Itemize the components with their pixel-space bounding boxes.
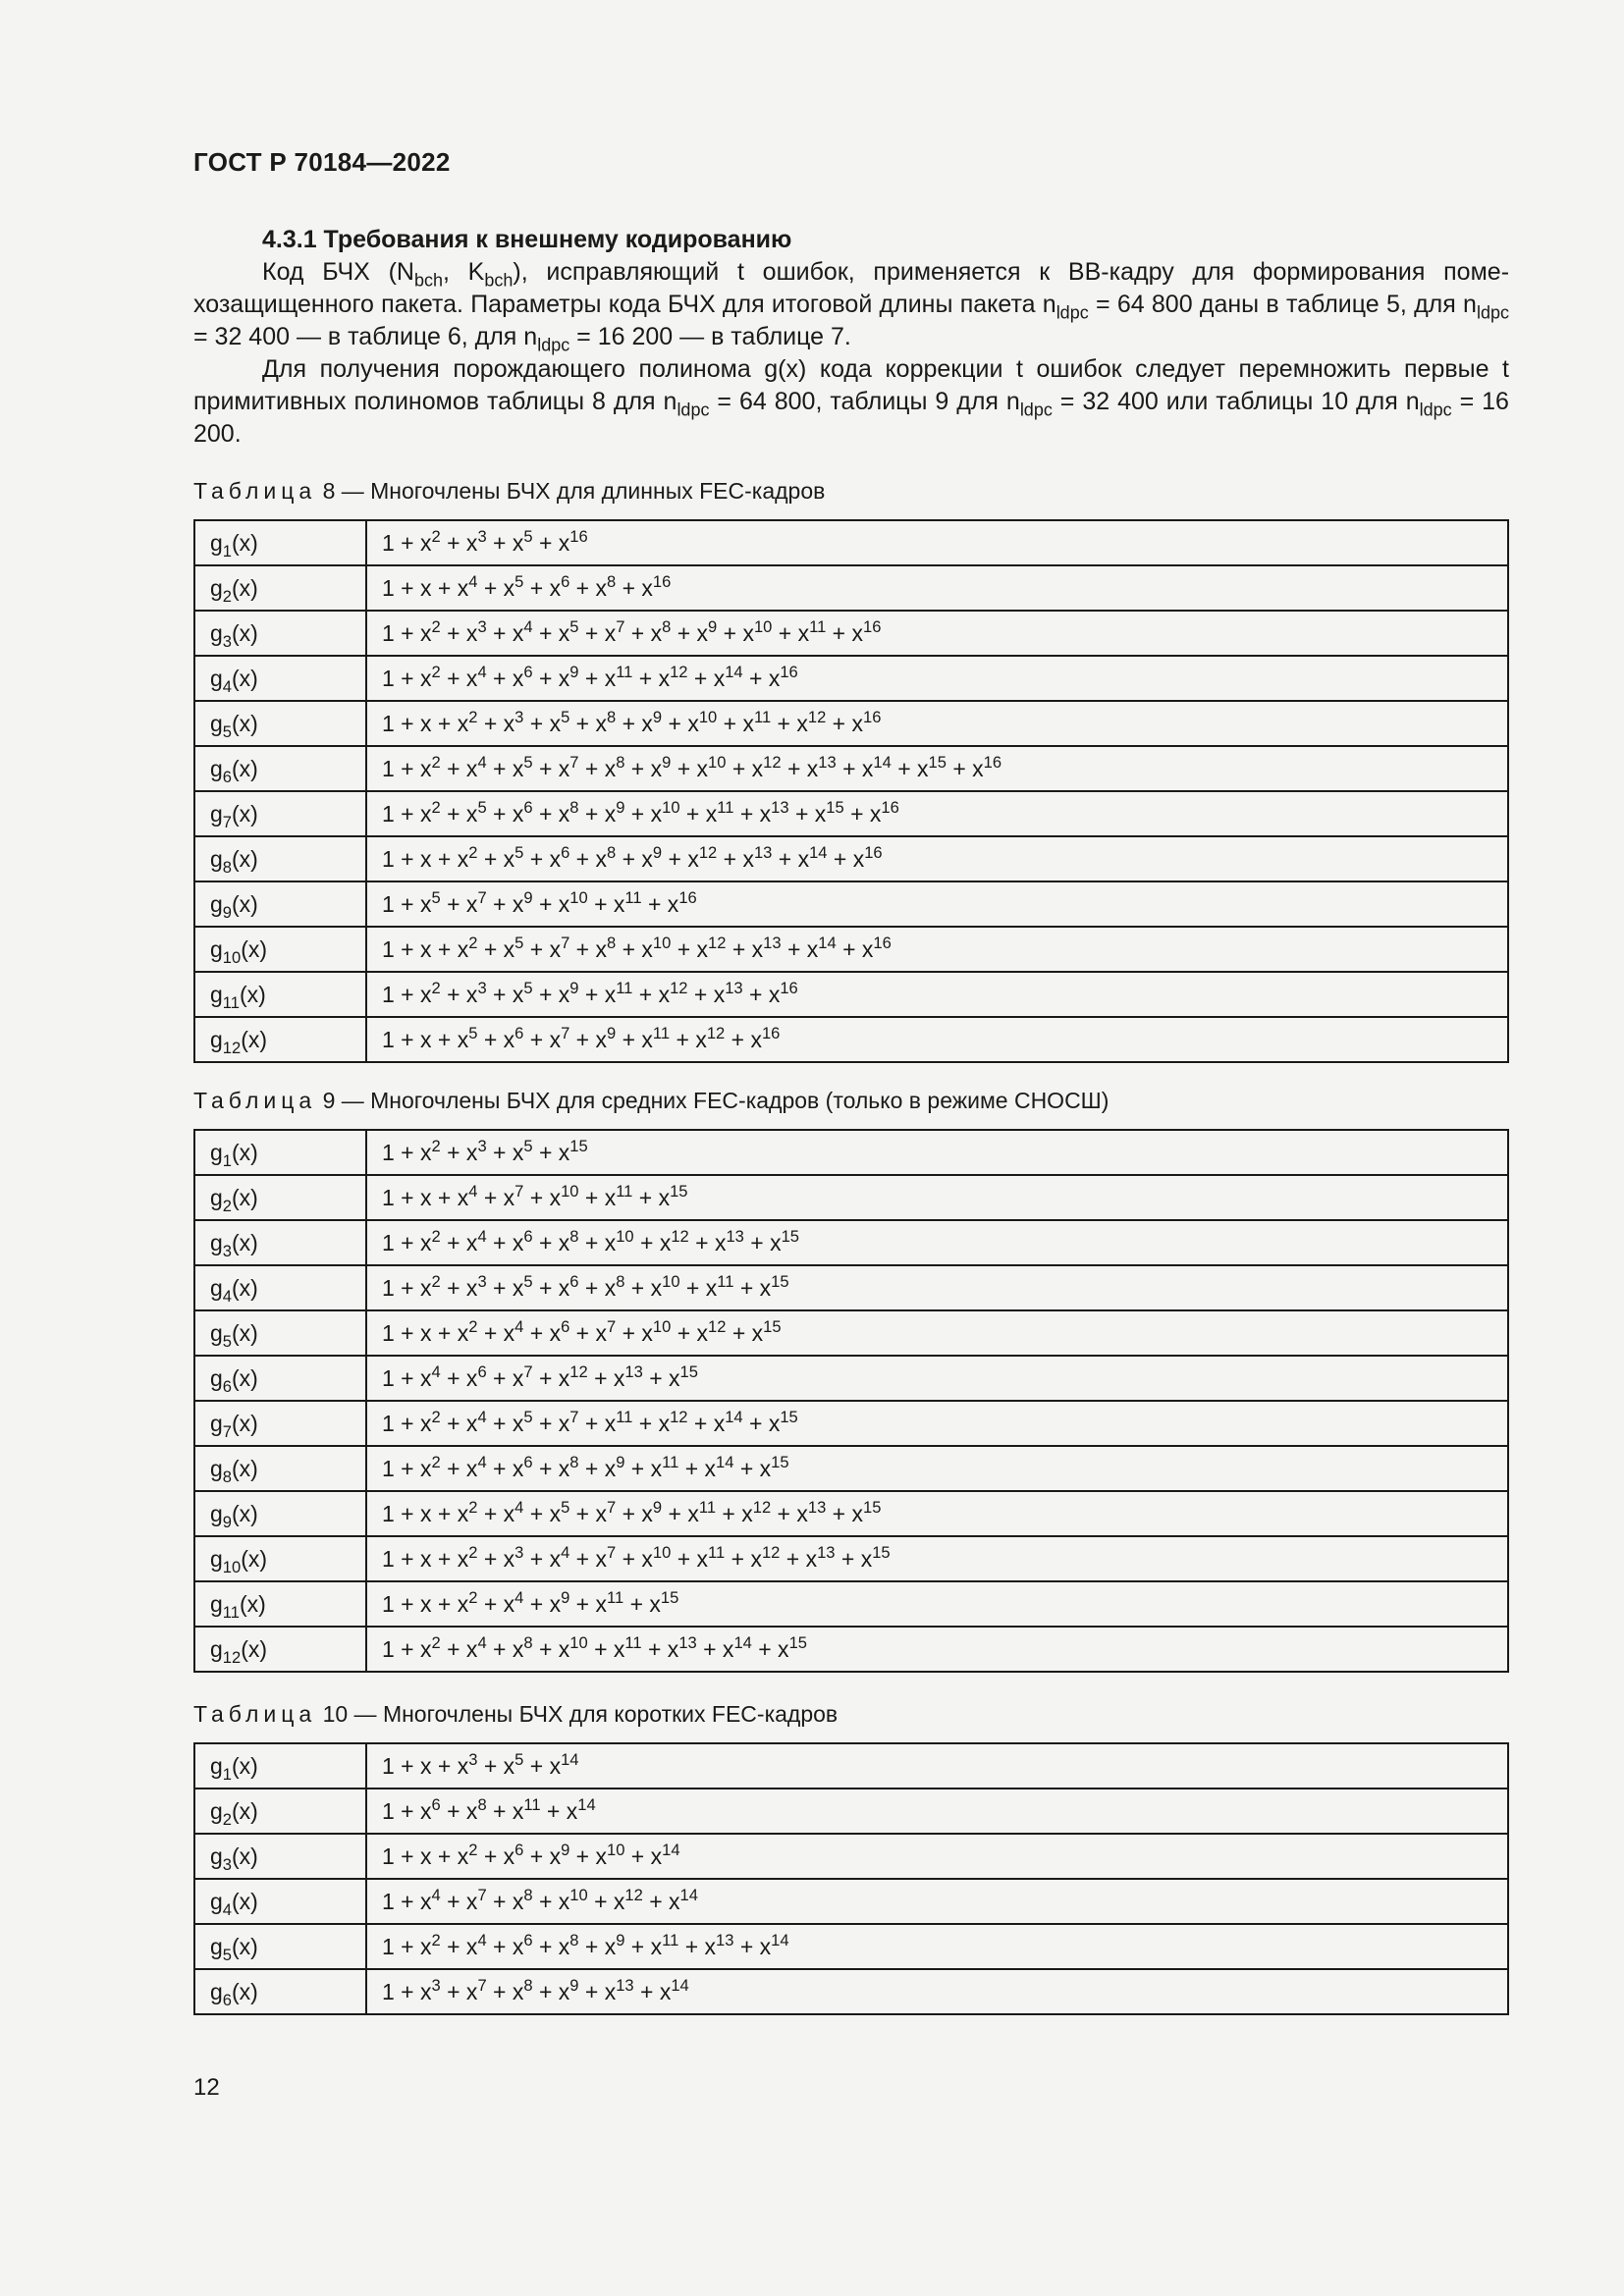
table-row [194, 1310, 1508, 1356]
polynomial-name: $g_1(x)$ [194, 520, 366, 565]
table-row [194, 1130, 1508, 1175]
polynomial-expression: $1 + x^6 + x^8 + x^{11} + x^{14}$ [366, 1789, 1508, 1834]
polynomial-expression: $1 + x^2 + x^4 + x^5 + x^7 + x^8 + x^9 + x^{10} + x^{12} + x^{13} + x^{14} + x^{15} + x^{16}$ [366, 746, 1508, 791]
polynomial-name: $g_{10}(x)$ [194, 927, 366, 972]
polynomial-name: $g_5(x)$ [194, 1924, 366, 1969]
table-8-caption: Таблица 8 — Многочлены БЧХ для длинных FEC-кадров [193, 478, 826, 504]
polynomial-name: $g_6(x)$ [194, 1969, 366, 2014]
polynomial-name: $g_5(x)$ [194, 701, 366, 746]
polynomial-expression: $1 + x^2 + x^3 + x^5 + x^9 + x^{11} + x^{12} + x^{13} + x^{16}$ [366, 972, 1508, 1017]
table-row [194, 791, 1508, 836]
paragraph-2: Для получения порождающего полинома g(x) кода коррекции t ошибок следует перемножить первые t примитивных полиномов таблицы 8 для $n_{ldpc} = 64$ 800, таблицы 9 для $n_{ldpc} = 32$ 400 или таблицы 10 для $n_{ldpc} = 16$ 200. [193, 355, 1509, 448]
polynomial-name: $g_2(x)$ [194, 565, 366, 611]
polynomial-expression: $1 + x + x^5 + x^6 + x^7 + x^9 + x^{11} + x^{12} + x^{16}$ [366, 1017, 1508, 1062]
polynomial-name: $g_9(x)$ [194, 881, 366, 927]
table-row [194, 1834, 1508, 1879]
polynomial-name: $g_5(x)$ [194, 1310, 366, 1356]
table-9-caption: Таблица 9 — Многочлены БЧХ для средних FEC-кадров (только в режиме СНОСШ) [193, 1088, 1110, 1113]
polynomial-name: $g_4(x)$ [194, 1879, 366, 1924]
section-4-3-1 [193, 224, 1509, 451]
table-row [194, 565, 1508, 611]
polynomial-name: $g_3(x)$ [194, 1834, 366, 1879]
table-row [194, 881, 1508, 927]
polynomial-expression: $1 + x^2 + x^4 + x^5 + x^7 + x^{11} + x^{12} + x^{14} + x^{15}$ [366, 1401, 1508, 1446]
table-row [194, 1491, 1508, 1536]
polynomial-name: $g_{12}(x)$ [194, 1627, 366, 1672]
table-row [194, 1924, 1508, 1969]
polynomial-expression: $1 + x + x^2 + x^5 + x^6 + x^8 + x^9 + x^{12} + x^{13} + x^{14} + x^{16}$ [366, 836, 1508, 881]
polynomial-name: $g_7(x)$ [194, 791, 366, 836]
document-header: ГОСТ Р 70184—2022 [193, 147, 451, 177]
table-row [194, 1789, 1508, 1834]
polynomial-expression: $1 + x^2 + x^3 + x^5 + x^6 + x^8 + x^{10} + x^{11} + x^{15}$ [366, 1265, 1508, 1310]
polynomial-name: $g_6(x)$ [194, 746, 366, 791]
table-row [194, 1879, 1508, 1924]
section-heading: 4.3.1 Требования к внешнему кодированию [262, 226, 792, 253]
polynomial-name: $g_3(x)$ [194, 611, 366, 656]
polynomial-expression: $1 + x^4 + x^6 + x^7 + x^{12} + x^{13} + x^{15}$ [366, 1356, 1508, 1401]
table-row [194, 1220, 1508, 1265]
polynomial-expression: $1 + x^2 + x^3 + x^5 + x^{15}$ [366, 1130, 1508, 1175]
polynomial-expression: $1 + x + x^2 + x^3 + x^5 + x^8 + x^9 + x^{10} + x^{11} + x^{12} + x^{16}$ [366, 701, 1508, 746]
polynomial-expression: $1 + x + x^3 + x^5 + x^{14}$ [366, 1743, 1508, 1789]
table-10 [193, 1742, 1509, 2015]
polynomial-expression: $1 + x^2 + x^3 + x^4 + x^5 + x^7 + x^8 + x^9 + x^{10} + x^{11} + x^{16}$ [366, 611, 1508, 656]
table-row [194, 1356, 1508, 1401]
polynomial-expression: $1 + x^2 + x^4 + x^6 + x^8 + x^{10} + x^{12} + x^{13} + x^{15}$ [366, 1220, 1508, 1265]
polynomial-expression: $1 + x^2 + x^5 + x^6 + x^8 + x^9 + x^{10} + x^{11} + x^{13} + x^{15} + x^{16}$ [366, 791, 1508, 836]
table-row [194, 1017, 1508, 1062]
table-row [194, 1627, 1508, 1672]
polynomial-name: $g_2(x)$ [194, 1789, 366, 1834]
polynomial-expression: $1 + x + x^2 + x^4 + x^9 + x^{11} + x^{15}$ [366, 1581, 1508, 1627]
polynomial-name: $g_9(x)$ [194, 1491, 366, 1536]
polynomial-expression: $1 + x + x^2 + x^5 + x^7 + x^8 + x^{10} + x^{12} + x^{13} + x^{14} + x^{16}$ [366, 927, 1508, 972]
table-row [194, 1743, 1508, 1789]
polynomial-name: $g_1(x)$ [194, 1743, 366, 1789]
polynomial-name: $g_7(x)$ [194, 1401, 366, 1446]
polynomial-expression: $1 + x^2 + x^4 + x^8 + x^{10} + x^{11} + x^{13} + x^{14} + x^{15}$ [366, 1627, 1508, 1672]
table-row [194, 611, 1508, 656]
polynomial-name: $g_{11}(x)$ [194, 972, 366, 1017]
polynomial-name: $g_{11}(x)$ [194, 1581, 366, 1627]
table-row [194, 1446, 1508, 1491]
table-row [194, 656, 1508, 701]
table-row [194, 836, 1508, 881]
page-number: 12 [193, 2074, 220, 2101]
polynomial-name: $g_1(x)$ [194, 1130, 366, 1175]
table-10-caption: Таблица 10 — Многочлены БЧХ для коротких FEC-кадров [193, 1701, 839, 1727]
table-row [194, 972, 1508, 1017]
polynomial-expression: $1 + x^2 + x^4 + x^6 + x^8 + x^9 + x^{11} + x^{14} + x^{15}$ [366, 1446, 1508, 1491]
polynomial-expression: $1 + x + x^2 + x^4 + x^6 + x^7 + x^{10} + x^{12} + x^{15}$ [366, 1310, 1508, 1356]
polynomial-expression: $1 + x^3 + x^7 + x^8 + x^9 + x^{13} + x^{14}$ [366, 1969, 1508, 2014]
polynomial-expression: $1 + x + x^2 + x^3 + x^4 + x^7 + x^{10} + x^{11} + x^{12} + x^{13} + x^{15}$ [366, 1536, 1508, 1581]
polynomial-name: $g_8(x)$ [194, 836, 366, 881]
polynomial-expression: $1 + x^2 + x^3 + x^5 + x^{16}$ [366, 520, 1508, 565]
polynomial-expression: $1 + x^2 + x^4 + x^6 + x^8 + x^9 + x^{11} + x^{13} + x^{14}$ [366, 1924, 1508, 1969]
polynomial-name: $g_4(x)$ [194, 1265, 366, 1310]
polynomial-expression: $1 + x^5 + x^7 + x^9 + x^{10} + x^{11} + x^{16}$ [366, 881, 1508, 927]
polynomial-name: $g_2(x)$ [194, 1175, 366, 1220]
paragraph-1: Код БЧХ ($N_{bch}$, $K_{bch}$), исправляющий t ошибок, применяется к BB-кадру для формирования помехозащищенного пакета. Параметры кода БЧХ для итоговой длины пакета $n_{ldpc} = 64$ 800 даны в таблице 5, для $n_{ldpc} = 32$ 400 — в таблице 6, для $n_{ldpc} = 16$ 200 — в таблице 7. [193, 258, 1510, 355]
table-row [194, 1536, 1508, 1581]
table-row [194, 1175, 1508, 1220]
polynomial-expression: $1 + x^2 + x^4 + x^6 + x^9 + x^{11} + x^{12} + x^{14} + x^{16}$ [366, 656, 1508, 701]
polynomial-expression: $1 + x^4 + x^7 + x^8 + x^{10} + x^{12} + x^{14}$ [366, 1879, 1508, 1924]
table-row [194, 1581, 1508, 1627]
polynomial-expression: $1 + x + x^2 + x^4 + x^5 + x^7 + x^9 + x^{11} + x^{12} + x^{13} + x^{15}$ [366, 1491, 1508, 1536]
table-row [194, 520, 1508, 565]
table-row [194, 927, 1508, 972]
polynomial-name: $g_{12}(x)$ [194, 1017, 366, 1062]
table-row [194, 1401, 1508, 1446]
polynomial-expression: $1 + x + x^2 + x^6 + x^9 + x^{10} + x^{14}$ [366, 1834, 1508, 1879]
table-row [194, 1969, 1508, 2014]
polynomial-expression: $1 + x + x^4 + x^5 + x^6 + x^8 + x^{16}$ [366, 565, 1508, 611]
polynomial-name: $g_4(x)$ [194, 656, 366, 701]
polynomial-name: $g_8(x)$ [194, 1446, 366, 1491]
table-8 [193, 519, 1509, 1063]
table-row [194, 1265, 1508, 1310]
polynomial-name: $g_{10}(x)$ [194, 1536, 366, 1581]
table-row [194, 746, 1508, 791]
table-9 [193, 1129, 1509, 1673]
polynomial-name: $g_3(x)$ [194, 1220, 366, 1265]
table-row [194, 701, 1508, 746]
polynomial-name: $g_6(x)$ [194, 1356, 366, 1401]
polynomial-expression: $1 + x + x^4 + x^7 + x^{10} + x^{11} + x^{15}$ [366, 1175, 1508, 1220]
